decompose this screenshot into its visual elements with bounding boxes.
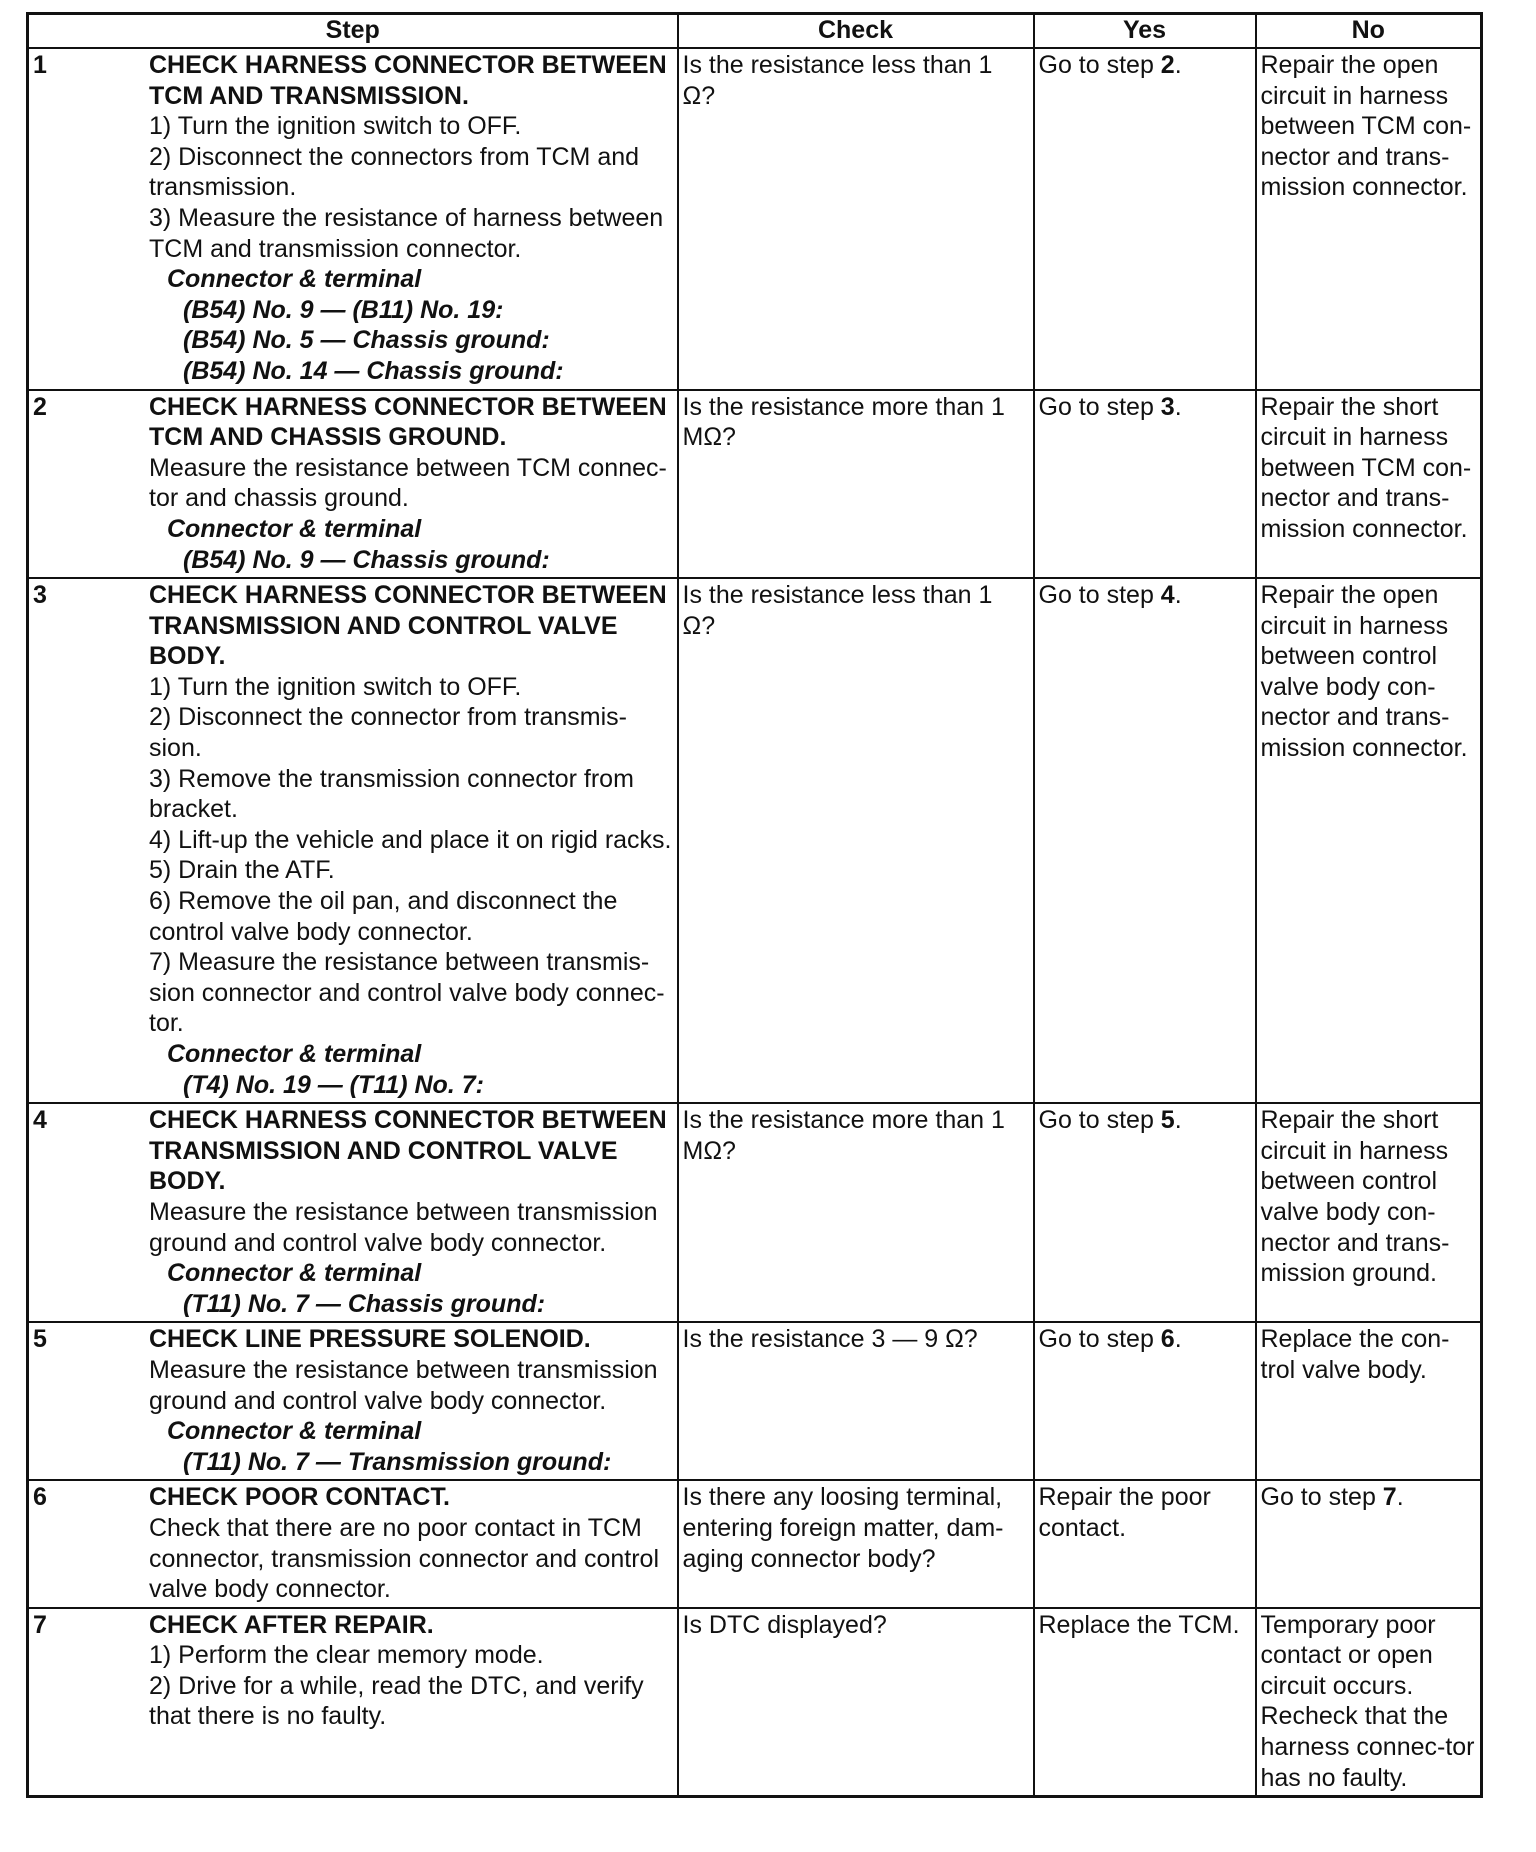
yes-text: Go to step	[1038, 1106, 1161, 1135]
connector-terminal-item: (B54) No. 5 — Chassis ground:	[183, 326, 550, 355]
yes-text: Go to step	[1038, 1325, 1161, 1354]
no-cell	[1256, 578, 1482, 1103]
step-instruction: Check that there are no poor contact in TCM connector, transmission connector and control valve body connector.	[149, 1513, 659, 1604]
step-title: CHECK HARNESS CONNECTOR BETWEEN TCM AND TRANSMISSION.	[149, 51, 667, 110]
connector-terminal-heading: Connector & terminal	[167, 1040, 422, 1068]
yes-step-ref: 4	[1160, 581, 1175, 610]
step-number: 3	[33, 581, 47, 610]
table-row	[28, 1103, 1482, 1322]
step-instruction: Measure the resistance between TCM connec-tor and chassis ground.	[149, 453, 667, 513]
table-row	[28, 1322, 1482, 1480]
yes-tail: .	[1174, 392, 1182, 421]
step-title: CHECK HARNESS CONNECTOR BETWEEN TRANSMISSION AND CONTROL VALVE BODY.	[149, 581, 667, 671]
step-title: CHECK AFTER REPAIR.	[149, 1610, 434, 1639]
no-text: Replace the con-trol valve body.	[1260, 1325, 1450, 1384]
no-text: Go to step	[1260, 1483, 1383, 1512]
no-cell	[1256, 1103, 1482, 1322]
step-instruction: 1) Perform the clear memory mode.	[149, 1641, 544, 1670]
yes-cell	[1034, 1103, 1256, 1322]
step-title: CHECK HARNESS CONNECTOR BETWEEN TCM AND CHASSIS GROUND.	[149, 392, 667, 452]
step-lines	[149, 453, 673, 514]
step-lines	[149, 111, 673, 264]
step-number: 4	[33, 1106, 47, 1135]
step-body	[149, 50, 677, 387]
step-number: 2	[33, 392, 47, 421]
step-cell	[28, 1608, 678, 1797]
yes-tail: .	[1174, 1325, 1182, 1354]
step-cell	[28, 578, 678, 1103]
yes-text: Go to step	[1038, 392, 1161, 421]
step-instruction: 1) Turn the ignition switch to OFF.	[149, 672, 522, 701]
step-cell	[28, 390, 678, 579]
step-instruction: Measure the resistance between transmission ground and control valve body connector.	[149, 1355, 658, 1415]
header-yes: Yes	[1034, 14, 1256, 49]
no-step-ref: 7	[1382, 1483, 1397, 1512]
step-instruction: 1) Turn the ignition switch to OFF.	[149, 112, 522, 141]
header-row	[28, 14, 1482, 49]
yes-text: Replace the TCM.	[1038, 1610, 1240, 1639]
step-number: 6	[33, 1483, 47, 1512]
connector-terminal-item: (T11) No. 7 — Chassis ground:	[183, 1289, 546, 1318]
connector-terminal-item: (B54) No. 9 — (B11) No. 19:	[183, 295, 504, 324]
connector-terminal-heading: Connector & terminal	[167, 1417, 422, 1446]
connector-terminal-list	[149, 545, 673, 576]
step-instruction: 5) Drain the ATF.	[149, 856, 335, 885]
step-cell	[28, 1480, 678, 1607]
step-cell	[28, 1322, 678, 1480]
no-tail: .	[1396, 1483, 1404, 1512]
step-lines	[149, 1197, 673, 1258]
connector-terminal-item: (T4) No. 19 — (T11) No. 7:	[183, 1070, 484, 1099]
diagnostic-table	[26, 12, 1483, 1798]
step-instruction: 2) Disconnect the connectors from TCM and transmission.	[149, 142, 640, 202]
step-body	[149, 580, 677, 1100]
connector-terminal-item: (T11) No. 7 — Transmission ground:	[183, 1447, 612, 1476]
step-lines	[149, 672, 673, 1039]
table-row	[28, 390, 1482, 579]
header-step: Step	[28, 14, 678, 49]
table-row	[28, 1480, 1482, 1607]
connector-terminal-list	[149, 1447, 673, 1478]
no-text: Repair the short circuit in harness between TCM con-nector and trans-mission connector.	[1260, 392, 1472, 543]
step-cell	[28, 48, 678, 390]
yes-tail: .	[1174, 581, 1182, 610]
connector-terminal-list	[149, 1070, 673, 1101]
step-title: CHECK POOR CONTACT.	[149, 1483, 450, 1512]
header-check: Check	[678, 14, 1034, 49]
check-cell: Is the resistance less than 1 Ω?	[678, 578, 1034, 1103]
yes-step-ref: 3	[1160, 392, 1175, 421]
check-cell: Is the resistance more than 1 MΩ?	[678, 1103, 1034, 1322]
check-cell: Is there any loosing terminal, entering foreign matter, dam-aging connector body?	[678, 1480, 1034, 1607]
table-row	[28, 1608, 1482, 1797]
step-cell	[28, 1103, 678, 1322]
yes-text: Go to step	[1038, 581, 1161, 610]
step-instruction: 7) Measure the resistance between transmis-sion connector and control valve body connec-tor.	[149, 948, 665, 1038]
connector-terminal-list	[149, 1289, 673, 1320]
yes-step-ref: 6	[1160, 1325, 1175, 1354]
header-no: No	[1256, 14, 1482, 49]
step-instruction: 2) Drive for a while, read the DTC, and verify that there is no faulty.	[149, 1671, 644, 1731]
step-title: CHECK HARNESS CONNECTOR BETWEEN TRANSMISSION AND CONTROL VALVE BODY.	[149, 1106, 667, 1196]
step-instruction: Measure the resistance between transmission ground and control valve body connector.	[149, 1197, 658, 1257]
connector-terminal-heading: Connector & terminal	[167, 265, 422, 294]
no-cell	[1256, 1480, 1482, 1607]
step-lines	[149, 1640, 673, 1732]
step-instruction: 3) Remove the transmission connector from bracket.	[149, 764, 634, 824]
yes-cell	[1034, 578, 1256, 1103]
step-body	[149, 1482, 677, 1604]
yes-text: Repair the poor contact.	[1038, 1483, 1211, 1542]
step-instruction: 6) Remove the oil pan, and disconnect the control valve body connector.	[149, 887, 618, 946]
step-instruction: 4) Lift-up the vehicle and place it on rigid racks.	[149, 825, 672, 854]
yes-step-ref: 5	[1160, 1106, 1175, 1135]
yes-tail: .	[1174, 51, 1182, 79]
connector-terminal-list	[149, 295, 673, 387]
yes-cell	[1034, 48, 1256, 390]
no-text: Repair the short circuit in harness between control valve body con-nector and trans-mission ground.	[1260, 1106, 1450, 1288]
step-lines	[149, 1355, 673, 1416]
yes-step-ref: 2	[1160, 51, 1175, 79]
table-row	[28, 578, 1482, 1103]
connector-terminal-item: (B54) No. 9 — Chassis ground:	[183, 545, 550, 574]
check-cell: Is the resistance less than 1 Ω?	[678, 48, 1034, 390]
no-text: Repair the open circuit in harness between TCM con-nector and trans-mission connector.	[1260, 51, 1472, 202]
no-text: Repair the open circuit in harness between control valve body con-nector and trans-mission connector.	[1260, 581, 1468, 763]
step-instruction: 3) Measure the resistance of harness between TCM and transmission connector.	[149, 203, 664, 263]
no-text: Temporary poor contact or open circuit occurs. Recheck that the harness connec-tor has no faulty.	[1260, 1610, 1475, 1792]
check-cell: Is the resistance 3 — 9 Ω?	[678, 1322, 1034, 1480]
step-body	[149, 392, 677, 576]
no-cell	[1256, 390, 1482, 579]
step-number: 7	[33, 1610, 47, 1639]
yes-cell	[1034, 1480, 1256, 1607]
yes-text: Go to step	[1038, 51, 1161, 79]
step-number: 5	[33, 1325, 47, 1354]
no-cell	[1256, 48, 1482, 390]
connector-terminal-item: (B54) No. 14 — Chassis ground:	[183, 356, 564, 385]
step-instruction: 2) Disconnect the connector from transmis-sion.	[149, 703, 627, 763]
table-row	[28, 48, 1482, 390]
yes-cell	[1034, 390, 1256, 579]
step-body	[149, 1610, 677, 1732]
step-lines	[149, 1513, 673, 1605]
connector-terminal-heading: Connector & terminal	[167, 514, 422, 543]
no-cell	[1256, 1322, 1482, 1480]
check-cell: Is DTC displayed?	[678, 1608, 1034, 1797]
yes-tail: .	[1174, 1106, 1182, 1135]
step-body	[149, 1324, 677, 1477]
step-title: CHECK LINE PRESSURE SOLENOID.	[149, 1325, 591, 1354]
check-cell: Is the resistance more than 1 MΩ?	[678, 390, 1034, 579]
yes-cell	[1034, 1322, 1256, 1480]
step-number: 1	[33, 51, 47, 79]
no-cell	[1256, 1608, 1482, 1797]
connector-terminal-heading: Connector & terminal	[167, 1259, 422, 1288]
yes-cell	[1034, 1608, 1256, 1797]
step-body	[149, 1105, 677, 1319]
